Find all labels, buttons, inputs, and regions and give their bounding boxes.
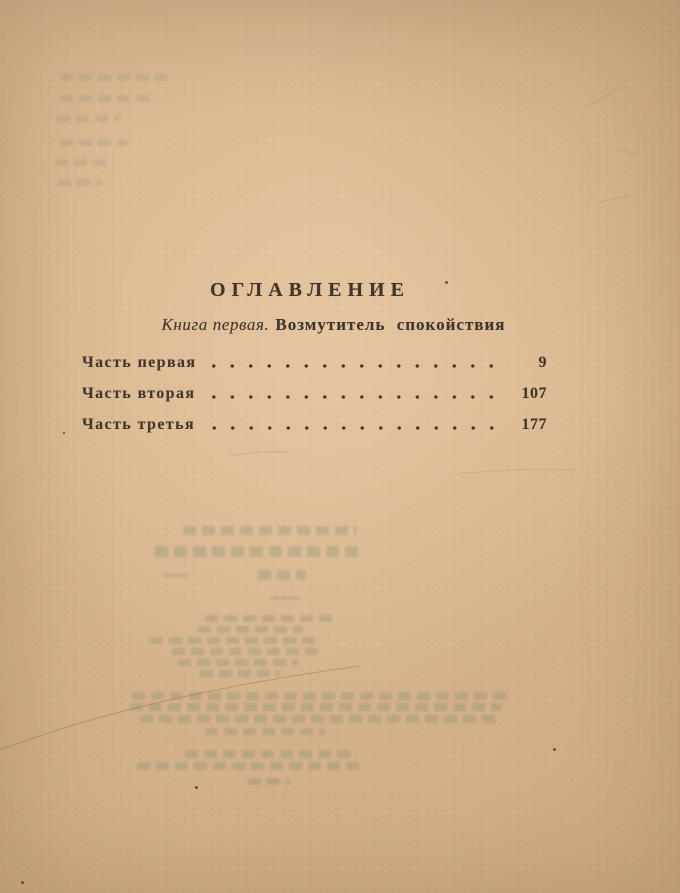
bleed-through-dash xyxy=(270,597,300,600)
bleed-through-line xyxy=(55,159,107,166)
dust-speck xyxy=(63,432,65,434)
bleed-through-line xyxy=(150,637,318,644)
bleed-through-line xyxy=(155,546,363,557)
bleed-through-line xyxy=(248,778,290,785)
bleed-through-line xyxy=(185,750,357,758)
pencil-mark xyxy=(587,85,625,106)
dot-leader xyxy=(208,351,503,373)
bleed-through-line xyxy=(198,626,303,633)
bleed-through-line xyxy=(205,728,325,735)
toc-row xyxy=(82,351,547,373)
bleed-through-line xyxy=(258,570,306,580)
bleed-through-line xyxy=(60,139,128,146)
bleed-through-line xyxy=(137,762,365,770)
dust-speck xyxy=(445,281,448,284)
bleed-through-line xyxy=(60,95,150,102)
bleed-through-line xyxy=(172,648,322,655)
bleed-through-line xyxy=(60,74,168,81)
bleed-through-dash xyxy=(163,574,189,577)
bleed-through-line xyxy=(132,692,510,700)
bleed-through-line xyxy=(200,670,280,677)
page-title: ОГЛАВЛЕНИЕ xyxy=(210,279,410,301)
dust-speck xyxy=(21,881,24,884)
table-of-contents xyxy=(82,351,547,444)
toc-row xyxy=(82,413,547,435)
book-heading xyxy=(0,315,667,335)
bleed-through-line xyxy=(205,615,335,622)
toc-page-number: 107 xyxy=(521,385,547,402)
bleed-through-line xyxy=(183,526,357,535)
pencil-mark xyxy=(610,145,639,156)
bleed-through-line xyxy=(57,115,119,122)
toc-row xyxy=(82,382,547,404)
toc-entry-label: Часть первая xyxy=(82,354,197,371)
dust-speck xyxy=(195,786,198,789)
pencil-mark xyxy=(595,194,631,203)
book-title: Возмутитель спокойствия xyxy=(275,315,506,334)
bleed-through-line xyxy=(140,715,496,723)
book-number-label: Книга первая. xyxy=(161,315,270,334)
toc-page-number: 9 xyxy=(538,354,547,371)
bleed-through-line xyxy=(130,703,502,711)
toc-page-number: 177 xyxy=(521,416,547,433)
dot-leader xyxy=(207,413,503,435)
bleed-through-line xyxy=(58,179,102,186)
toc-entry-label: Часть вторая xyxy=(82,385,196,402)
dust-speck xyxy=(553,748,556,751)
dot-leader xyxy=(207,382,503,404)
toc-entry-label: Часть третья xyxy=(82,416,195,433)
bleed-through-line xyxy=(178,659,298,666)
